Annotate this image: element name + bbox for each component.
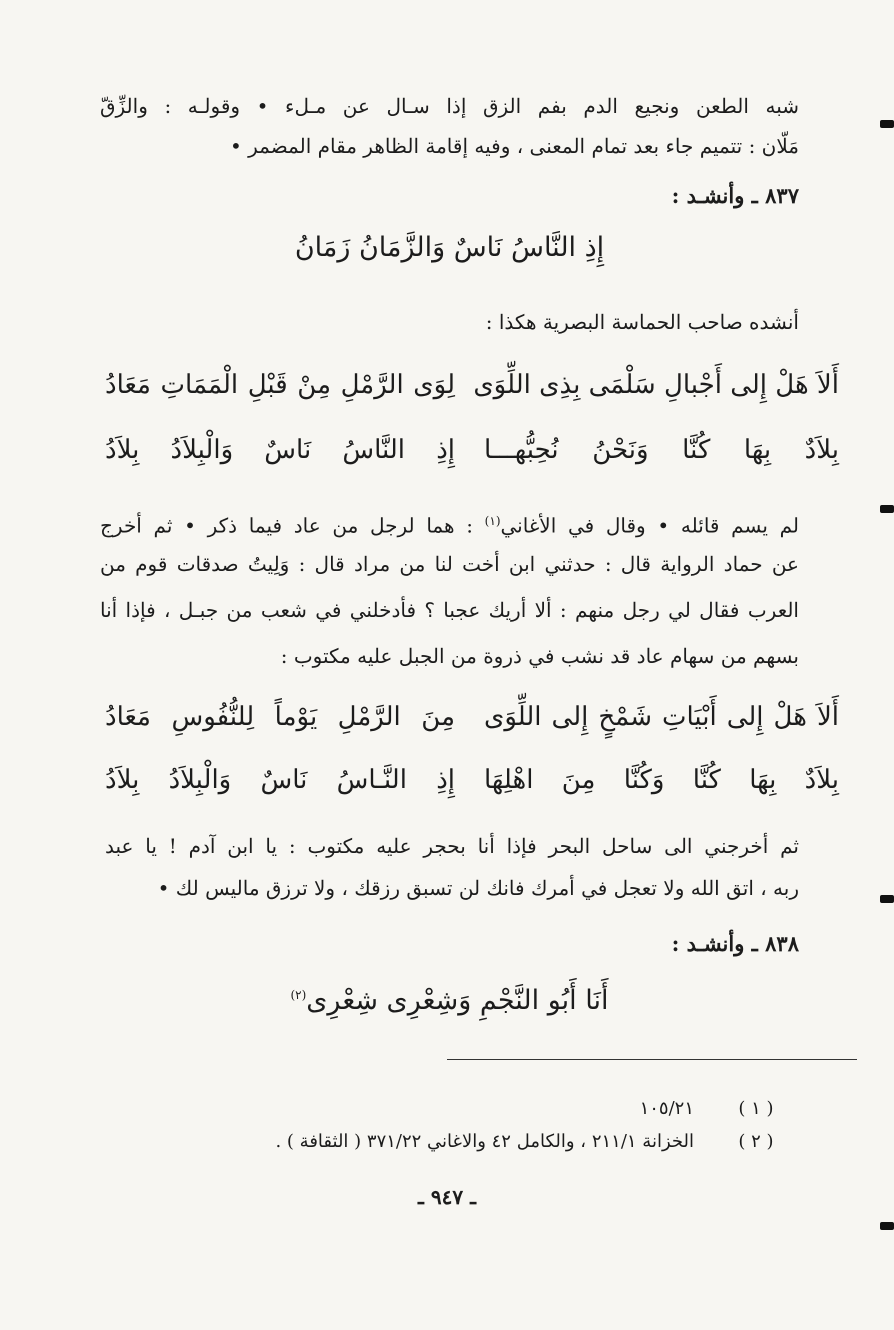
binding-mark xyxy=(880,505,894,513)
verse-hemistich: بِلاَدٌ بِهَا كُنَّا وَنَحْنُ نُحِبُّهـــا xyxy=(484,435,839,465)
binding-mark xyxy=(880,1222,894,1230)
verse-hemistich: أَلاَ هَلْ إِلى أَبْيَاتِ شَمْخٍ إِلى اللِّوَى xyxy=(484,702,839,732)
paragraph-line: مَلّان : تتميم جاء بعد تمام المعنى ، وفيه إقامة الظاهر مقام المضمر • xyxy=(229,134,799,158)
footnote-ref-1: (١) xyxy=(484,514,501,528)
footnote-ref-2: (٢) xyxy=(290,988,307,1002)
paragraph-line xyxy=(100,505,799,542)
poem-heading-837: ٨٣٧ ـ وأنشـد : xyxy=(671,183,799,208)
verse-hemistich: إِذِ النَّاسُ نَاسٌ وَالْبِلاَدُ بِلاَدُ xyxy=(105,435,455,465)
verse-hemistich: بِلاَدٌ بِهَا كُنَّا وَكُنَّا مِنَ اهْلِهَا xyxy=(484,765,839,795)
verse-hemistich: إِذِ النَّـاسُ نَاسٌ وَالْبِلاَدُ بِلاَدُ xyxy=(105,765,455,795)
footnote-text: الخزانة ٢١١/١ ، والكامل ٤٢ والاغاني ٣٧١/٢٢ ( الثقافة ) . xyxy=(275,1131,694,1152)
verse-837: إِذِ النَّاسُ نَاسٌ وَالزَّمَانُ زَمَانُ xyxy=(294,232,605,263)
binding-mark xyxy=(880,120,894,128)
paragraph-text: لم يسم قائله • وقال في الأغاني xyxy=(500,513,799,538)
paragraph-line: عن حماد الرواية قال : حدثني ابن أخت لنا من مراد قال : وَلِيتُ صدقات قوم من xyxy=(100,552,799,576)
poem-heading-838: ٨٣٨ ـ وأنشـد : xyxy=(671,931,799,956)
binding-mark xyxy=(880,895,894,903)
paragraph-line: بسهم من سهام عاد قد نشب في ذروة من الجبل عليه مكتوب : xyxy=(280,644,799,668)
footnote-text: ١٠٥/٢١ xyxy=(639,1098,694,1119)
paragraph-line: شبه الطعن ونجيع الدم بفم الزق إذا سـال عن مـلء • وقولـه : والزِّقّ xyxy=(100,94,799,118)
paragraph-line: ربه ، اتق الله ولا تعجل في أمرك فانك لن تسبق رزقك ، ولا ترزق ماليس لك • xyxy=(157,876,799,900)
footnote-divider xyxy=(447,1059,857,1060)
verse-hemistich: مِنَ الرَّمْلِ يَوْماً لِلنُّفُوسِ مَعَادُ xyxy=(105,702,455,732)
footnote-number: ( ٢ ) xyxy=(738,1131,774,1152)
footnote-number: ( ١ ) xyxy=(738,1098,774,1119)
paragraph-line: أنشده صاحب الحماسة البصرية هكذا : xyxy=(485,310,799,334)
paragraph-line: ثم أخرجني الى ساحل البحر فإذا أنا بحجر عليه مكتوب : يا ابن آدم ! يا عبد xyxy=(105,834,799,858)
verse-text: أَنَا أَبُو النَّجْمِ وَشِعْرِى شِعْرِى xyxy=(306,985,609,1016)
paragraph-line: العرب فقال لي رجل منهم : ألا أريك عجبا ؟ فأدخلني في شعب من جبـل ، فإذا أنا xyxy=(100,598,799,622)
verse-hemistich: أَلاَ هَلْ إِلى أَجْبالِ سَلْمَى بِذِى اللِّوَى xyxy=(473,370,839,400)
verse-hemistich: لِوَى الرَّمْلِ مِنْ قَبْلِ الْمَمَاتِ مَعَادُ xyxy=(105,370,455,400)
paragraph-text: : هما لرجل من عاد فيما ذكر • ثم أخرج xyxy=(100,513,485,538)
verse-838 xyxy=(100,975,799,1021)
page-number: ـ ٩٤٧ ـ xyxy=(418,1185,476,1209)
